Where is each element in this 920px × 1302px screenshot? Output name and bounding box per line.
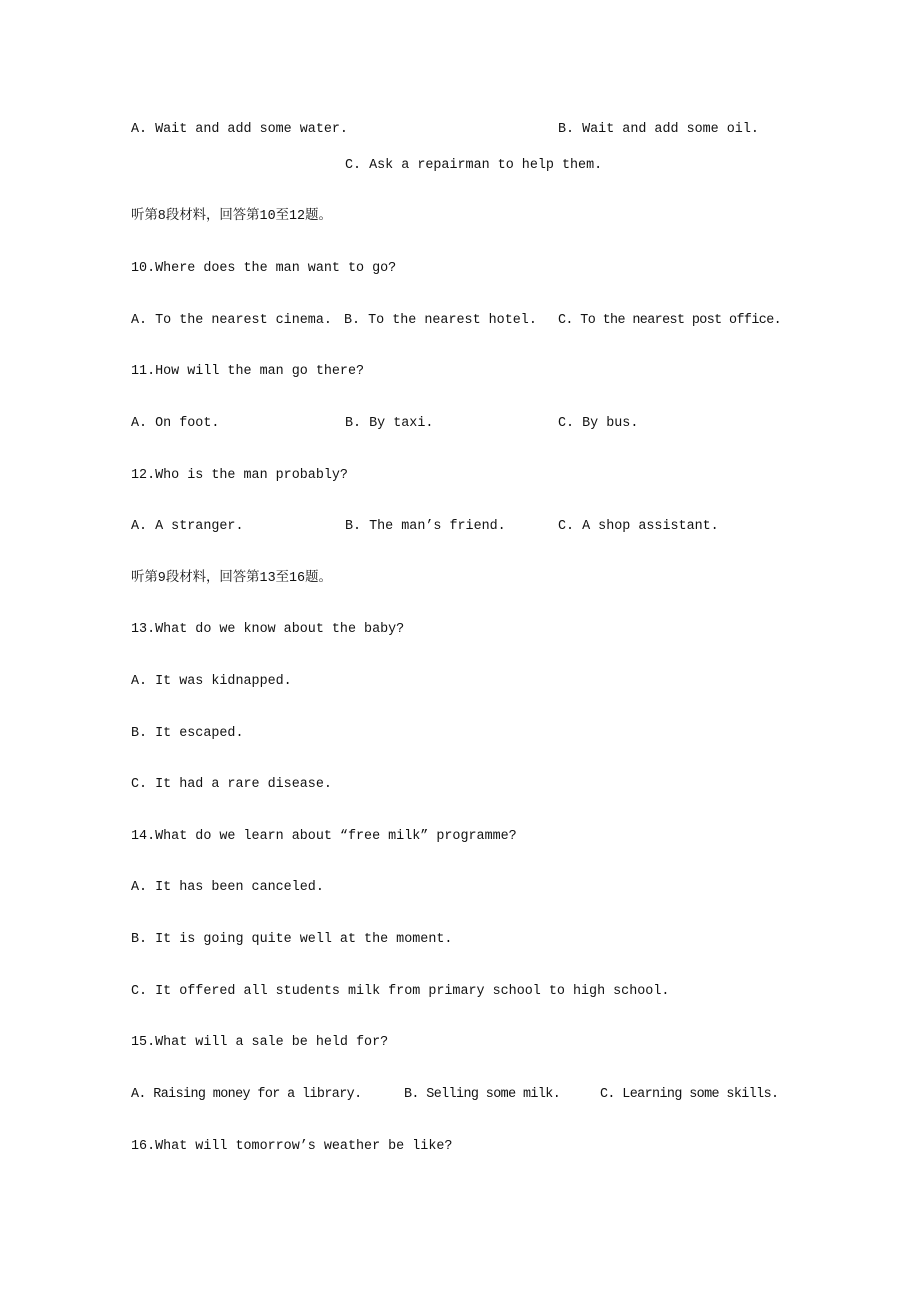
section-9-heading: 听第9段材料，回答第13至16题。 xyxy=(131,571,332,586)
q15-question: 15.What will a sale be held for? xyxy=(131,1035,389,1050)
q12-question: 12.Who is the man probably? xyxy=(131,468,348,483)
q15-option-c: C. Learning some skills. xyxy=(600,1087,779,1102)
q9-option-a: A. Wait and add some water. xyxy=(131,122,348,137)
q12-option-b: B. The man’s friend. xyxy=(345,519,506,534)
q11-option-c: C. By bus. xyxy=(558,416,639,431)
q11-option-b: B. By taxi. xyxy=(345,416,434,431)
q9-option-b: B. Wait and add some oil. xyxy=(558,122,759,137)
q12-option-c: C. A shop assistant. xyxy=(558,519,719,534)
q10-option-c: C. To the nearest post office. xyxy=(558,313,782,328)
q11-option-a: A. On foot. xyxy=(131,416,220,431)
q10-question: 10.Where does the man want to go? xyxy=(131,261,397,276)
q12-option-a: A. A stranger. xyxy=(131,519,244,534)
q14-question: 14.What do we learn about “free milk” programme? xyxy=(131,829,517,844)
section-8-heading: 听第8段材料，回答第10至12题。 xyxy=(131,209,332,224)
q14-option-a: A. It has been canceled. xyxy=(131,880,324,895)
q13-option-c: C. It had a rare disease. xyxy=(131,777,332,792)
q14-option-c: C. It offered all students milk from primary school to high school. xyxy=(131,984,670,999)
q13-option-a: A. It was kidnapped. xyxy=(131,674,292,689)
q15-option-a: A. Raising money for a library. xyxy=(131,1087,362,1102)
q13-option-b: B. It escaped. xyxy=(131,726,244,741)
q14-option-b: B. It is going quite well at the moment. xyxy=(131,932,453,947)
q10-option-b: B. To the nearest hotel. xyxy=(344,313,537,328)
q13-question: 13.What do we know about the baby? xyxy=(131,622,405,637)
q10-option-a: A. To the nearest cinema. xyxy=(131,313,332,328)
q16-question: 16.What will tomorrow’s weather be like? xyxy=(131,1139,453,1154)
q9-option-c: C. Ask a repairman to help them. xyxy=(345,158,603,173)
q15-option-b: B. Selling some milk. xyxy=(404,1087,561,1102)
q11-question: 11.How will the man go there? xyxy=(131,364,365,379)
